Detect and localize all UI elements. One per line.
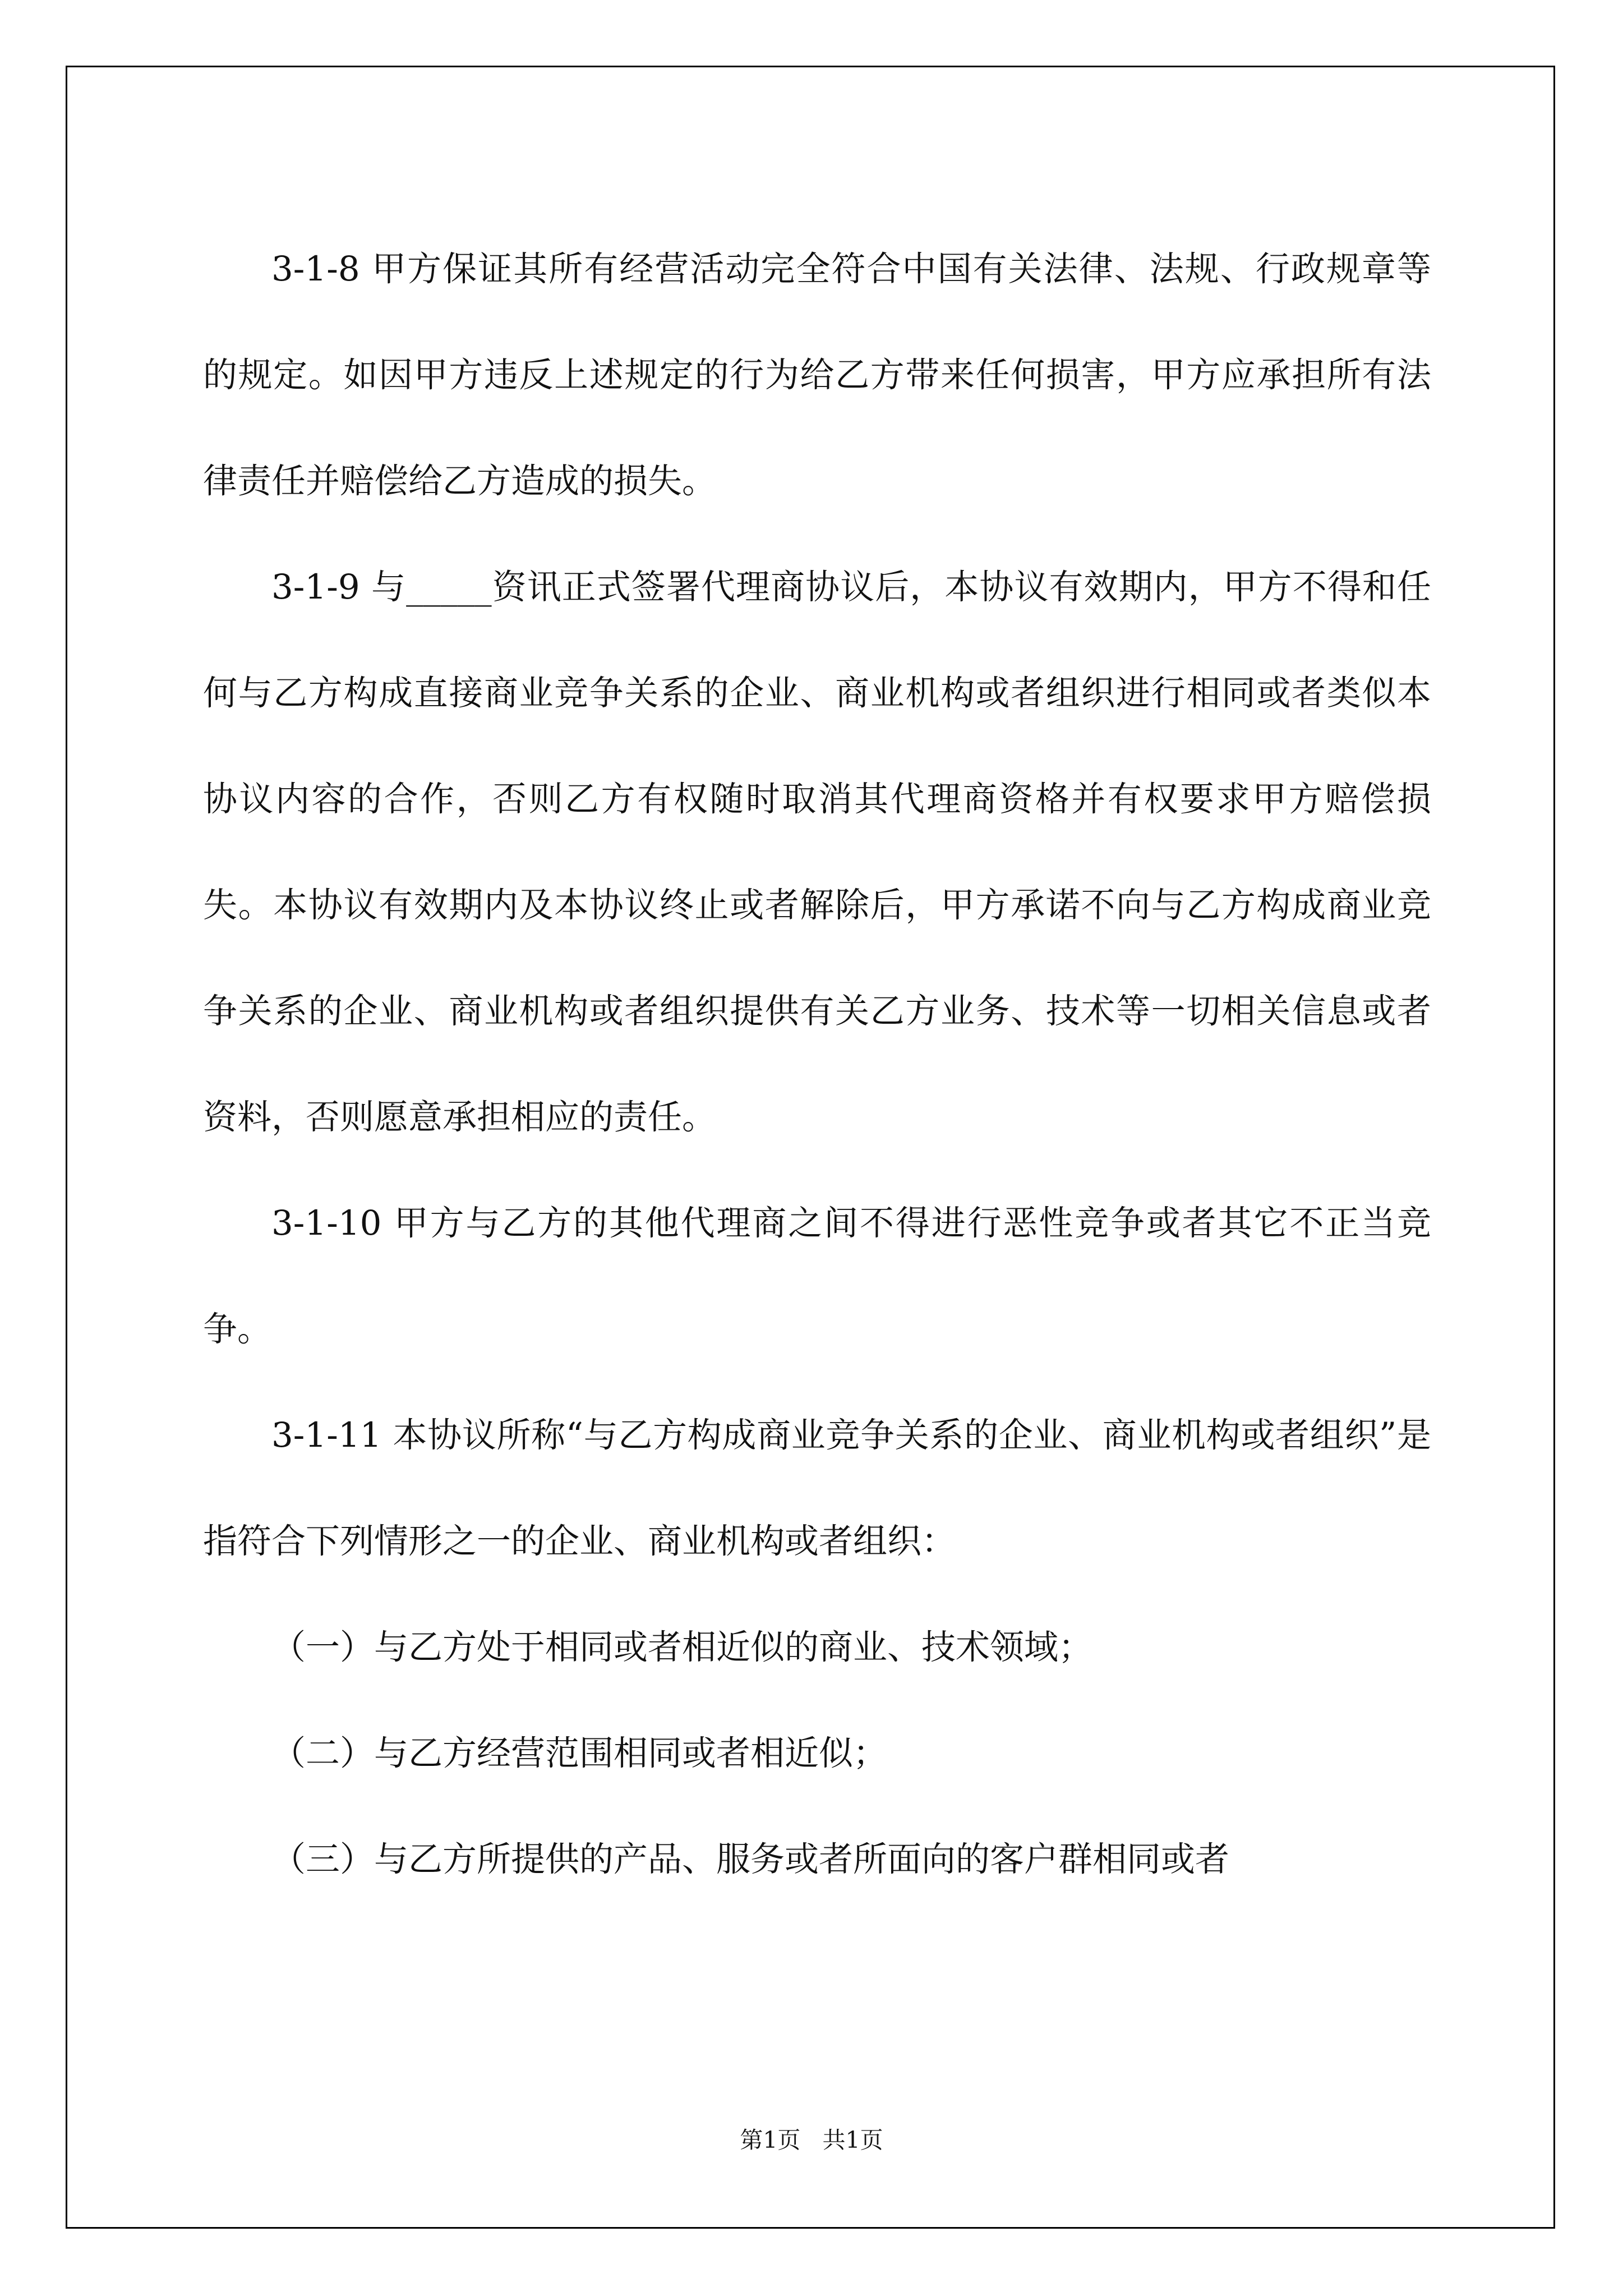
clause-3-1-11: 3-1-11 本协议所称“与乙方构成商业竞争关系的企业、商业机构或者组织”是指符合下列情形之一的企业、商业机构或者组织：: [203, 1415, 1431, 1561]
page-total: 共1页: [822, 2127, 883, 2154]
clause-3-1-10: 3-1-10 甲方与乙方的其他代理商之间不得进行恶性竞争或者其它不正当竞争。: [203, 1203, 1431, 1349]
clause-3-1-9: 3-1-9 与_____资讯正式签署代理商协议后，本协议有效期内，甲方不得和任何与乙方构成直接商业竞争关系的企业、商业机构或者组织进行相同或者类似本协议内容的合作，否则乙方有权随时取消其代理商资格并有权要求甲方赔偿损失。本协议有效期内及本协议终止或者解除后，甲方承诺不向与乙方构成商业竞争关系的企业、商业机构或者组织提供有关乙方业务、技术等一切相关信息或者资料，否则愿意承担相应的责任。: [203, 567, 1431, 1137]
page-number: 第1页: [740, 2127, 801, 2154]
document-body: [203, 216, 1431, 1912]
list-item-1: （一）与乙方处于相同或者相近似的商业、技术领域；: [271, 1627, 1093, 1667]
list-item-3: （三）与乙方所提供的产品、服务或者所面向的客户群相同或者: [271, 1839, 1230, 1879]
page-footer: [0, 2122, 1623, 2155]
clause-3-1-8: 3-1-8 甲方保证其所有经营活动完全符合中国有关法律、法规、行政规章等的规定。如因甲方违反上述规定的行为给乙方带来任何损害，甲方应承担所有法律责任并赔偿给乙方造成的损失。: [203, 249, 1431, 501]
list-item-2: （二）与乙方经营范围相同或者相近似；: [271, 1733, 888, 1773]
